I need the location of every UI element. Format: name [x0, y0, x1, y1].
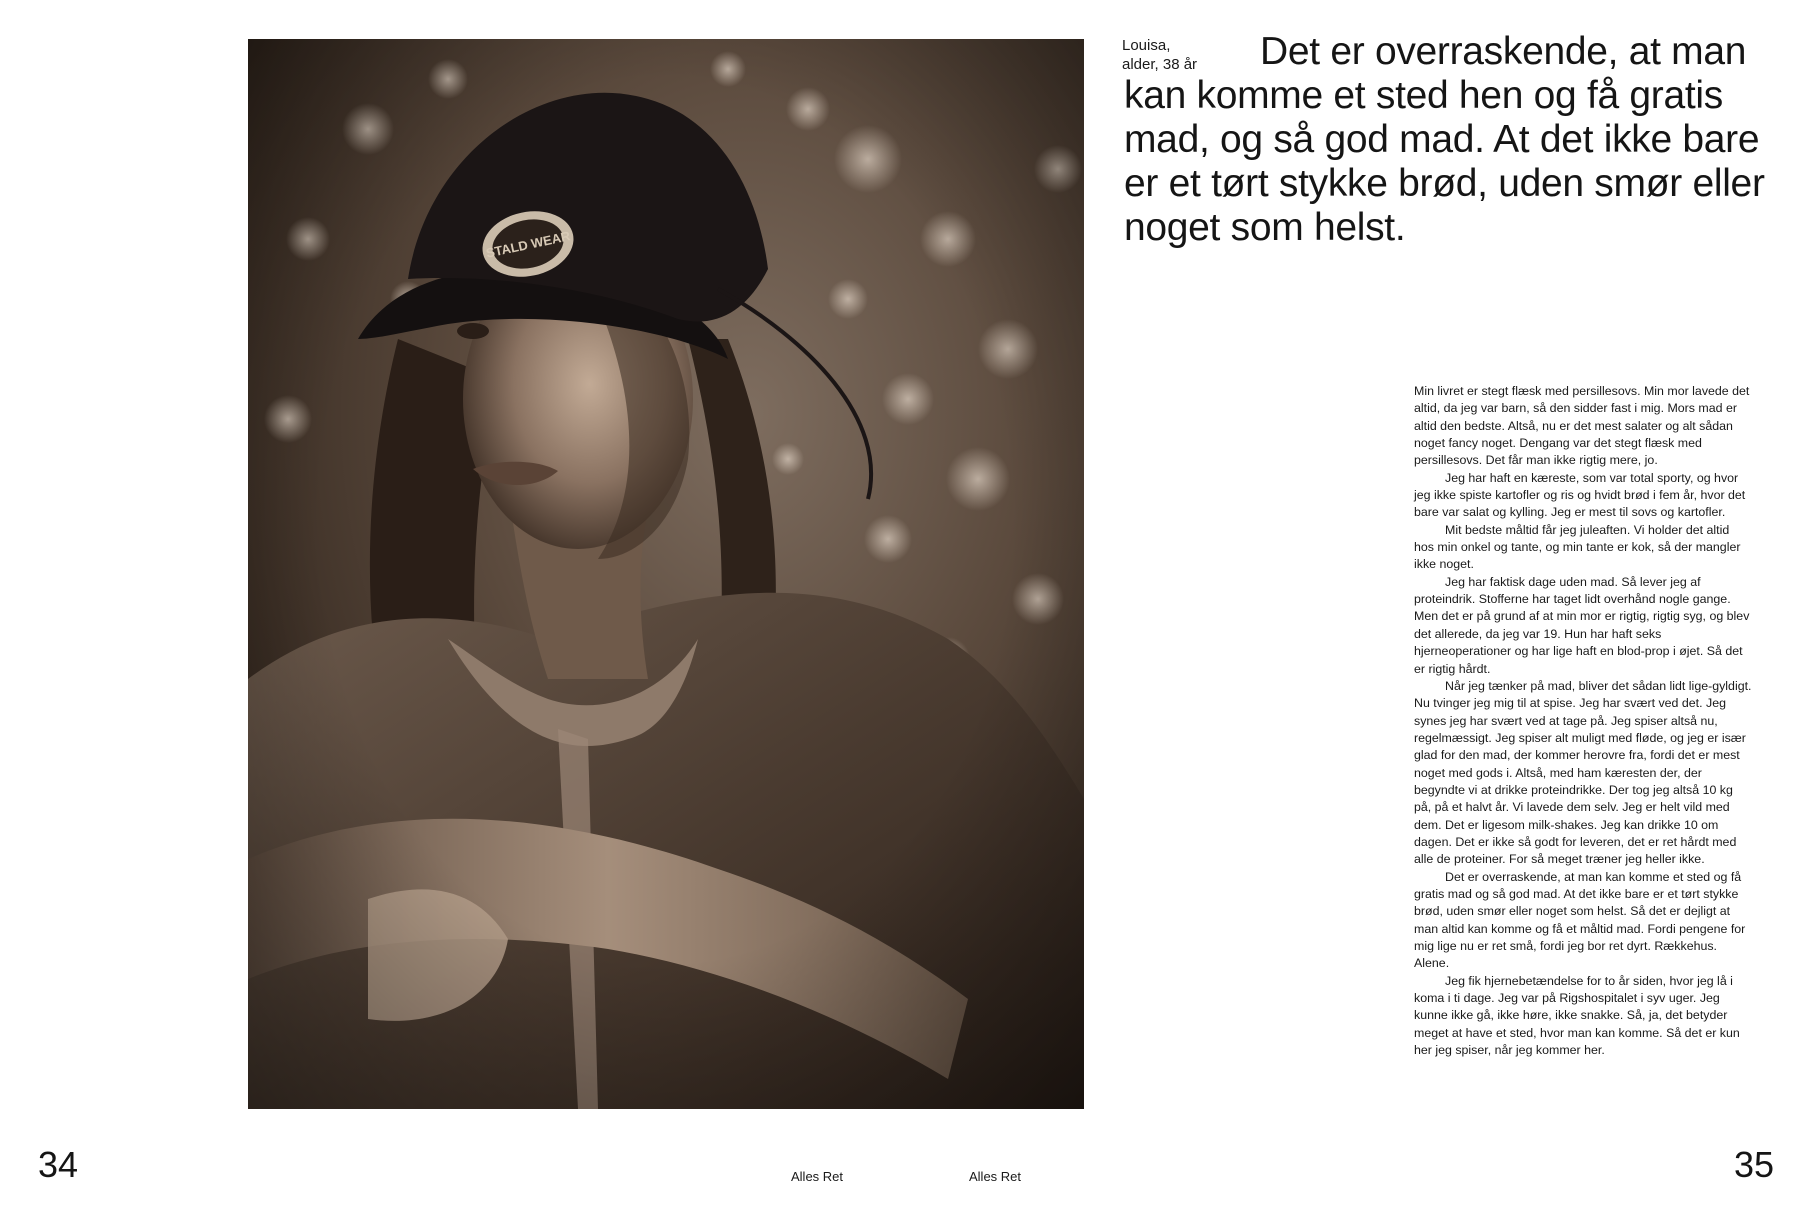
pull-quote — [1124, 30, 1784, 250]
portrait-illustration — [248, 39, 1084, 1109]
body-paragraph: Min livret er stegt flæsk med persillesovs. Min mor lavede det altid, da jeg var barn, så den sidder fast i mig. Mors mad er altid den bedste. Altså, nu er det mest salater og alt sådan noget fancy noget. Dengang var det stegt flæsk med persillesovs. Det får man ikke rigtig mere, jo. — [1414, 384, 1750, 468]
speaker-name: Louisa, — [1122, 37, 1171, 54]
body-paragraph: Mit bedste måltid får jeg juleaften. Vi holder det altid hos min onkel og tante, og min tante er kok, så der mangler ikke noget. — [1414, 522, 1741, 572]
body-paragraph: Jeg har haft en kæreste, som var total sporty, og hvor jeg ikke spiste kartofler og ris og hvidt brød i fem år, hvor det bare var salat og kylling. Jeg er mest til sovs og kartofler. — [1414, 470, 1746, 520]
body-paragraph: Jeg har faktisk dage uden mad. Så lever jeg af proteindrik. Stofferne har taget lidt overhånd nogle gange. Men det er på grund af at min mor er rigtig, rigtig syg, og blev det allerede, da jeg var 19. Hun har haft seks hjerneoperationer og har lige haft en blod-prop i øjet. Så det er rigtig hårdt. — [1414, 574, 1750, 676]
body-paragraph: Jeg fik hjernebetændelse for to år siden, hvor jeg lå i koma i ti dage. Jeg var på Rigshospitalet i syv uger. Jeg kunne ikke gå, ikke høre, ikke snakke. Så, ja, det betyder meget at have et sted, hvor man kan komme. Så det er kun her jeg spiser, når jeg kommer her. — [1414, 973, 1740, 1058]
portrait-photo — [248, 39, 1084, 1109]
running-title-right: Alles Ret — [969, 1169, 1022, 1184]
body-paragraph: Når jeg tænker på mad, bliver det sådan lidt lige-gyldigt. Nu tvinger jeg mig til at spise. Jeg har svært ved det. Jeg synes jeg har svært ved at tage på. Jeg spiser altså nu, regelmæssigt. Jeg spiser alt muligt med fløde, og jeg er især glad for den mad, der kommer herovre fra, fordi det er mest noget med gods i. Altså, med ham kæresten der, der begyndte vi at drikke proteindrikke. Der tog jeg altså 10 kg på, på et halvt år. Vi lavede dem selv. Jeg er helt vild med dem. Det er ligesom milk-shakes. Jeg kan drikke 10 om dagen. Det er ikke så godt for leveren, det er ret hårdt med alle de proteiner. For så meget træner jeg heller ikke. — [1414, 678, 1752, 867]
body-paragraph: Det er overraskende, at man kan komme et sted og få gratis mad og så god mad. At det ikke bare er et tørt stykke brød, uden smør eller noget som helst. Så det er dejligt at man altid kan komme og få et måltid mad. Fordi pengene for mig lige nu er ret små, fordi jeg bor ret dyrt. Rækkehus. Alene. — [1414, 869, 1746, 971]
page-number-left: 34 — [38, 1144, 79, 1185]
page-number-right: 35 — [1733, 1144, 1774, 1185]
pull-quote-text: Det er overraskende, at man kan komme et sted hen og få gratis mad, og så god mad. At det ikke bare er et tørt stykke brød, uden smør eller noget som helst. — [1124, 30, 1765, 249]
running-title-left: Alles Ret — [791, 1169, 844, 1184]
body-text-column — [1414, 383, 1752, 1059]
speaker-age: alder, 38 år — [1122, 56, 1198, 73]
